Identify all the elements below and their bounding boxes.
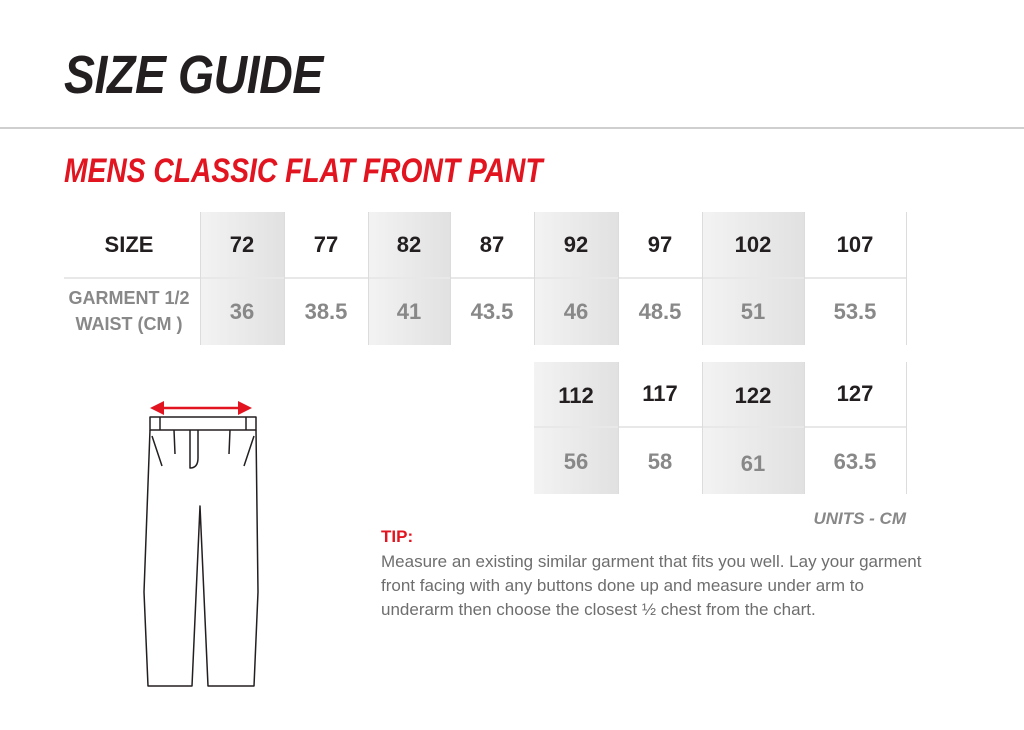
tip-label: TIP: — [381, 527, 414, 546]
size-cell: 117 — [642, 381, 678, 406]
size-cell: 87 — [479, 231, 505, 257]
divider — [0, 127, 1024, 129]
product-title: MENS CLASSIC FLAT FRONT PANT — [64, 152, 543, 190]
waist-cell: 36 — [229, 299, 255, 324]
size-cell: 82 — [396, 231, 422, 257]
column-divider — [906, 212, 907, 345]
size-cell: 102 — [734, 231, 772, 257]
size-cell: 92 — [563, 231, 589, 257]
size-cell: 97 — [647, 231, 673, 257]
size-cell: 72 — [229, 231, 255, 257]
size-cell: 122 — [734, 383, 772, 408]
waist-cell: 53.5 — [833, 299, 877, 324]
waist-cell: 38.5 — [304, 299, 348, 324]
waist-cell: 48.5 — [638, 299, 682, 324]
measure-arrow — [150, 401, 252, 415]
size-cell: 112 — [558, 383, 594, 408]
waist-cell: 61 — [740, 451, 766, 476]
waist-cell: 46 — [563, 299, 589, 324]
waist-cell: 43.5 — [470, 299, 514, 324]
tip-text: Measure an existing similar garment that fits you well. Lay your garment front facing with any buttons done up and measure under arm to underarm then choose the closest ½ chest from the chart. — [381, 552, 922, 619]
size-cell: 107 — [836, 231, 874, 257]
waist-cell: 58 — [647, 449, 673, 474]
units-note: UNITS - CM — [813, 509, 906, 528]
waist-cell: 56 — [563, 449, 589, 474]
row-divider — [534, 426, 906, 428]
waistband — [150, 417, 256, 430]
waist-cell: 41 — [396, 299, 422, 324]
column-divider — [906, 362, 907, 494]
row-label-waist-line2: WAIST (CM ) — [75, 314, 183, 334]
row-label-waist-line1: GARMENT 1/2 — [68, 288, 190, 308]
size-cell: 127 — [836, 381, 874, 406]
page-title: SIZE GUIDE — [64, 45, 323, 105]
size-cell: 77 — [313, 231, 339, 257]
row-label-size: SIZE — [104, 232, 154, 257]
waist-cell: 51 — [740, 299, 766, 324]
pants-waist-measure-icon — [138, 396, 268, 692]
waist-cell: 63.5 — [833, 449, 877, 474]
